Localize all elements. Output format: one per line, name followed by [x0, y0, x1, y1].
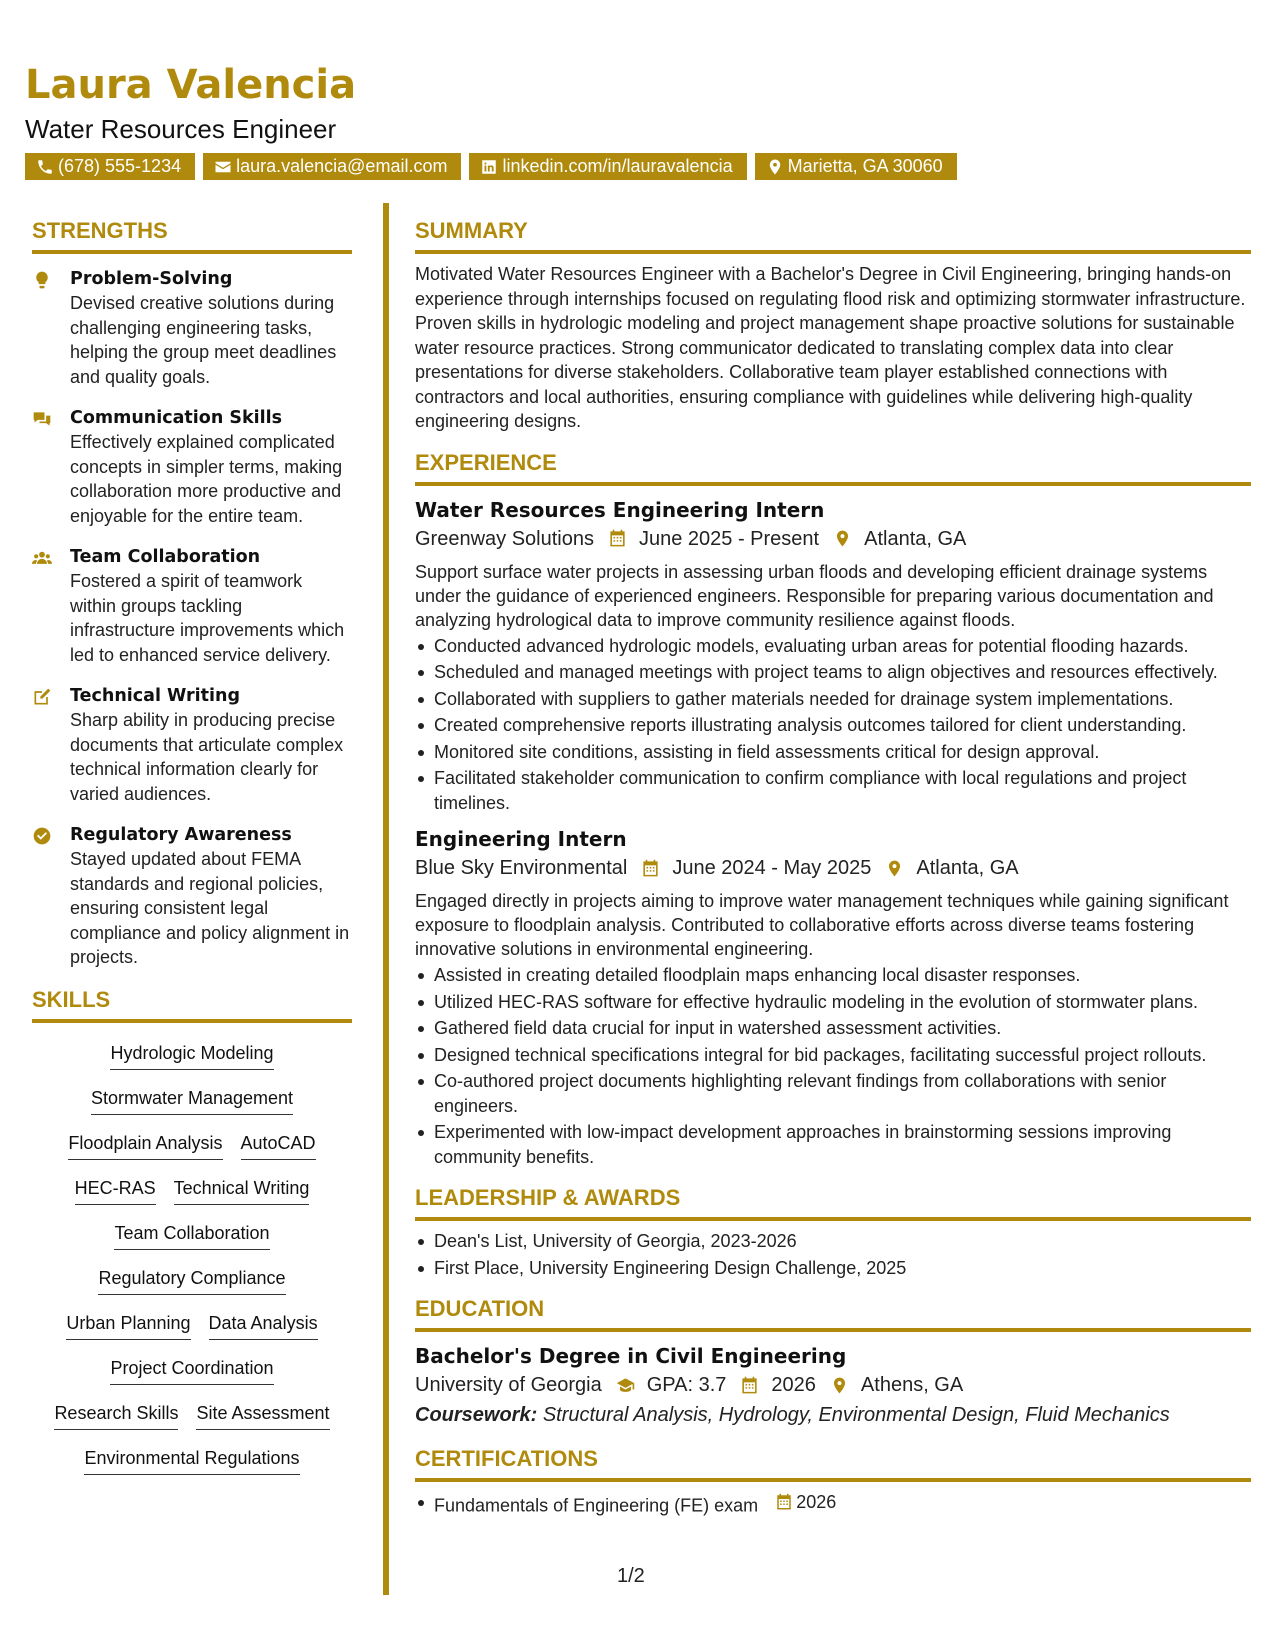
job-description: Support surface water projects in assessing urban floods and developing efficient drainage systems under the guidance of experienced engineers. Responsible for preparing various documentation and analyzing hydrological data to improve community resilience against floods. [415, 561, 1214, 630]
award-item: First Place, University Engineering Design Challenge, 2025 [415, 1256, 1251, 1281]
strength-item [32, 684, 352, 806]
job-entry [415, 825, 1251, 1169]
job-bullets [415, 963, 1251, 1169]
summary-text: Motivated Water Resources Engineer with a Bachelor's Degree in Civil Engineering, bringing hands-on experience through internships focused on regulating flood risk and optimizing stormwater infrastructure. Proven skills in hydrologic modeling and project management shape proactive solutions for sustainable water resource practices. Strong communicator dedicated to translating complex data into clear presentations for diverse stakeholders. Collaborative team player established connections with contractors and local authorities, ensuring compliance with guidelines while delivering high-quality engineering designs. [415, 264, 1246, 431]
award-item: Dean's List, University of Georgia, 2023-2026 [415, 1229, 1251, 1254]
strength-title: Technical Writing [70, 686, 241, 706]
strengths-list [32, 267, 352, 970]
certification-date: 2026 [796, 1492, 837, 1512]
skill-tag: Urban Planning [66, 1311, 190, 1340]
users-icon [32, 548, 52, 568]
job-company: Blue Sky Environmental [415, 857, 628, 879]
strength-title: Communication Skills [70, 408, 283, 428]
job-description: Engaged directly in projects aiming to improve water management techniques while gaining significant exposure to floodplain analysis. Contributed to collaborative efforts across diverse teams fostering innovative solutions in environmental engineering. [415, 891, 1229, 959]
education-location: Athens, GA [860, 1374, 964, 1396]
job-location: Atlanta, GA [916, 857, 1019, 879]
skill-tag: HEC-RAS [75, 1176, 156, 1205]
job-meta [415, 524, 1251, 554]
calendar-icon [608, 529, 627, 548]
strength-desc: Fostered a spirit of teamwork within groups tackling infrastructure improvements which led to enhanced service delivery. [70, 571, 345, 665]
strength-item [32, 823, 352, 970]
education-heading: EDUCATION [415, 1296, 1251, 1332]
bullet-item: Assisted in creating detailed floodplain maps enhancing local disaster responses. [415, 963, 1251, 988]
candidate-title: Water Resources Engineer [25, 114, 337, 144]
candidate-name: Laura Valencia [25, 62, 357, 108]
bullet-item: Co-authored project documents highlighting relevant findings from collaborations with senior engineers. [415, 1069, 1251, 1118]
envelope-icon [214, 158, 232, 176]
skill-tag: Stormwater Management [91, 1086, 293, 1115]
calendar-icon [740, 1376, 759, 1395]
experience-heading: EXPERIENCE [415, 450, 1251, 486]
awards-list [415, 1229, 1251, 1280]
job-bullets [415, 634, 1251, 816]
summary-heading: SUMMARY [415, 218, 1251, 254]
linkedin-text: linkedin.com/in/lauravalencia [502, 156, 733, 176]
bullet-item: Created comprehensive reports illustrating analysis outcomes tailored for client understanding. [415, 713, 1251, 738]
strength-item [32, 267, 352, 389]
skill-tag: Project Coordination [110, 1356, 273, 1385]
skill-tag: Data Analysis [209, 1311, 318, 1340]
job-company: Greenway Solutions [415, 527, 594, 550]
edit-icon [32, 687, 52, 707]
left-column [32, 218, 352, 1483]
strength-desc: Devised creative solutions during challenging engineering tasks, helping the group meet deadlines and quality goals. [70, 293, 337, 387]
lightbulb-icon [32, 270, 52, 290]
job-title: Engineering Intern [415, 827, 627, 851]
bullet-item: Conducted advanced hydrologic models, evaluating urban areas for potential flooding hazards. [415, 634, 1251, 659]
page-number: 1/2 [617, 1565, 645, 1587]
skills-list [32, 1033, 352, 1483]
graduation-cap-icon [616, 1376, 635, 1395]
job-title: Water Resources Engineering Intern [415, 497, 825, 522]
calendar-icon [641, 859, 660, 878]
job-dates: June 2024 - May 2025 [672, 857, 872, 879]
chat-icon [32, 409, 52, 429]
strength-desc: Sharp ability in producing precise documents that articulate complex technical information clearly for varied audiences. [70, 710, 344, 804]
skill-tag: Floodplain Analysis [68, 1131, 222, 1160]
column-divider [383, 203, 389, 1595]
strength-item [32, 406, 352, 528]
bullet-item: Gathered field data crucial for input in watershed assessment activities. [415, 1016, 1251, 1041]
strength-title: Team Collaboration [70, 547, 261, 567]
strength-item [32, 545, 352, 667]
contact-phone[interactable] [25, 153, 195, 180]
contact-bar [25, 153, 1255, 180]
contact-linkedin[interactable] [469, 153, 746, 180]
strengths-heading: STRENGTHS [32, 218, 352, 254]
skill-tag: Hydrologic Modeling [110, 1041, 273, 1070]
map-pin-icon [833, 529, 852, 548]
skill-tag: Regulatory Compliance [98, 1266, 285, 1295]
bullet-item: Collaborated with suppliers to gather materials needed for drainage system implementations. [415, 687, 1251, 712]
skill-tag: Site Assessment [196, 1401, 329, 1430]
map-pin-icon [766, 158, 784, 176]
check-circle-icon [32, 826, 52, 846]
skills-heading: SKILLS [32, 987, 352, 1023]
certifications-heading: CERTIFICATIONS [415, 1446, 1251, 1482]
coursework-text: Structural Analysis, Hydrology, Environmental Design, Fluid Mechanics [542, 1404, 1170, 1426]
calendar-icon [775, 1493, 793, 1511]
linkedin-icon [480, 158, 498, 176]
map-pin-icon [830, 1376, 849, 1395]
job-dates: June 2025 - Present [638, 527, 820, 550]
strength-desc: Stayed updated about FEMA standards and regional policies, ensuring consistent legal compliance and policy alignment in projects. [70, 849, 350, 967]
map-pin-icon [885, 859, 904, 878]
certifications-list [415, 1490, 1251, 1518]
education-meta [415, 1370, 1251, 1400]
skill-tag: Technical Writing [174, 1176, 310, 1205]
email-text: laura.valencia@email.com [236, 156, 448, 176]
coursework-label: Coursework: [415, 1404, 538, 1426]
skill-tag: Environmental Regulations [84, 1446, 299, 1475]
bullet-item: Designed technical specifications integral for bid packages, facilitating successful project rollouts. [415, 1043, 1251, 1068]
skill-tag: Research Skills [54, 1401, 178, 1430]
bullet-item: Experimented with low-impact development approaches in brainstorming sessions improving community benefits. [415, 1120, 1251, 1169]
phone-text: (678) 555-1234 [58, 156, 182, 176]
degree-title: Bachelor's Degree in Civil Engineering [415, 1344, 847, 1368]
certification-item [415, 1490, 1251, 1518]
bullet-item: Monitored site conditions, assisting in field assessments critical for design approval. [415, 740, 1251, 765]
coursework [415, 1400, 1251, 1430]
strength-title: Regulatory Awareness [70, 825, 292, 845]
phone-icon [36, 158, 54, 176]
skill-tag: Team Collaboration [114, 1221, 269, 1250]
right-column [415, 218, 1251, 1520]
education-gpa: GPA: 3.7 [646, 1374, 727, 1396]
job-entry [415, 496, 1251, 816]
school-name: University of Georgia [415, 1374, 602, 1396]
contact-location [755, 153, 957, 180]
job-location: Atlanta, GA [864, 527, 967, 550]
certification-name: Fundamentals of Engineering (FE) exam [434, 1495, 759, 1516]
bullet-item: Utilized HEC-RAS software for effective hydraulic modeling in the evolution of stormwater plans. [415, 990, 1251, 1015]
bullet-item: Scheduled and managed meetings with project teams to align objectives and resources effectively. [415, 660, 1251, 685]
awards-heading: LEADERSHIP & AWARDS [415, 1185, 1251, 1221]
bullet-item: Facilitated stakeholder communication to confirm compliance with local regulations and project timelines. [415, 766, 1251, 815]
resume-header [25, 62, 1255, 180]
contact-email[interactable] [203, 153, 461, 180]
location-text: Marietta, GA 30060 [787, 156, 943, 176]
skill-tag: AutoCAD [241, 1131, 316, 1160]
job-meta [415, 853, 1251, 883]
education-year: 2026 [771, 1374, 816, 1396]
strength-title: Problem-Solving [70, 269, 233, 289]
strength-desc: Effectively explained complicated concepts in simpler terms, making collaboration more productive and enjoyable for the entire team. [70, 432, 343, 526]
